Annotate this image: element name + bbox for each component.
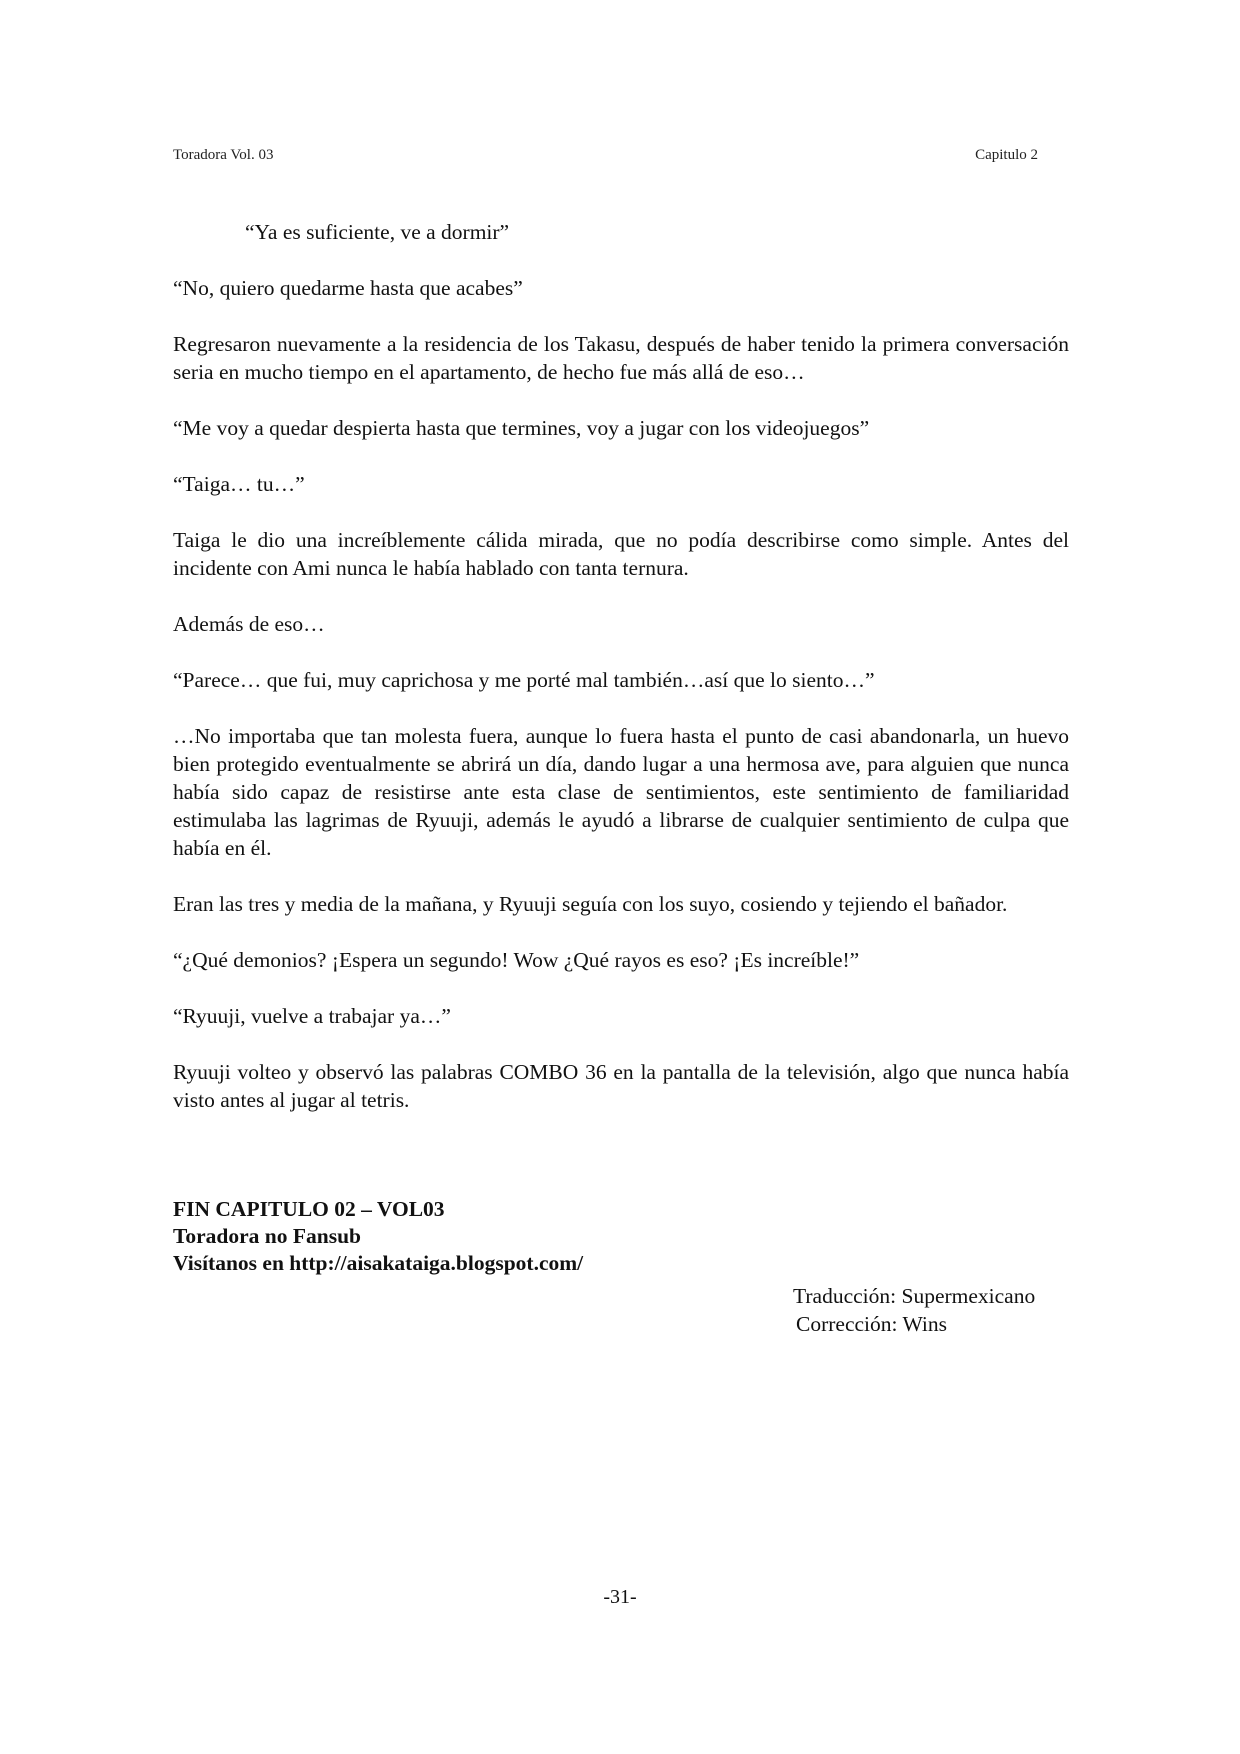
paragraph: “Ryuuji, vuelve a trabajar ya…”: [173, 1004, 451, 1028]
paragraph: Regresaron nuevamente a la residencia de los Takasu, después de haber tenido la primera conversación seria en mucho tiempo en el apartamento, de hecho fue más allá de eso…: [173, 332, 1069, 384]
paragraph: “¿Qué demonios? ¡Espera un segundo! Wow ¿Qué rayos es eso? ¡Es increíble!”: [173, 948, 860, 972]
correction-credit: Corrección: Wins: [796, 1312, 947, 1336]
visit-link-line: Visítanos en http://aisakataiga.blogspot.com/: [173, 1251, 584, 1275]
body-text: [173, 218, 1069, 1142]
paragraph: “Taiga… tu…”: [173, 472, 305, 496]
paragraph: “No, quiero quedarme hasta que acabes”: [173, 276, 523, 300]
credits: [793, 1282, 1035, 1338]
running-header: [173, 147, 1038, 167]
header-chapter: Capitulo 2: [975, 147, 1038, 163]
fansub-name: Toradora no Fansub: [173, 1224, 361, 1248]
chapter-end-block: [173, 1196, 1069, 1277]
paragraph: Ryuuji volteo y observó las palabras COMBO 36 en la pantalla de la televisión, algo que nunca había visto antes al jugar al tetris.: [173, 1060, 1069, 1112]
page-number: -31-: [603, 1586, 637, 1608]
translation-credit: Traducción: Supermexicano: [793, 1284, 1036, 1308]
paragraph: Además de eso…: [173, 612, 325, 636]
paragraph: Eran las tres y media de la mañana, y Ryuuji seguía con los suyo, cosiendo y tejiendo el bañador.: [173, 892, 1008, 916]
paragraph: “Parece… que fui, muy caprichosa y me porté mal también…así que lo siento…”: [173, 668, 875, 692]
paragraph: Taiga le dio una increíblemente cálida mirada, que no podía describirse como simple. Antes del incidente con Ami nunca le había hablado con tanta ternura.: [173, 528, 1069, 580]
chapter-end-line: FIN CAPITULO 02 – VOL03: [173, 1197, 445, 1221]
header-book-title: Toradora Vol. 03: [173, 147, 274, 163]
paragraph: “Ya es suficiente, ve a dormir”: [245, 220, 510, 244]
paragraph: “Me voy a quedar despierta hasta que termines, voy a jugar con los videojuegos”: [173, 416, 870, 440]
paragraph: …No importaba que tan molesta fuera, aunque lo fuera hasta el punto de casi abandonarla, un huevo bien protegido eventualmente se abrirá un día, dando lugar a una hermosa ave, para alguien que nunca había sido capaz de resistirse ante esta clase de sentimientos, este sentimiento de familiaridad estimulaba las lagrimas de Ryuuji, además le ayudó a librarse de cualquier sentimiento de culpa que había en él.: [173, 724, 1069, 860]
